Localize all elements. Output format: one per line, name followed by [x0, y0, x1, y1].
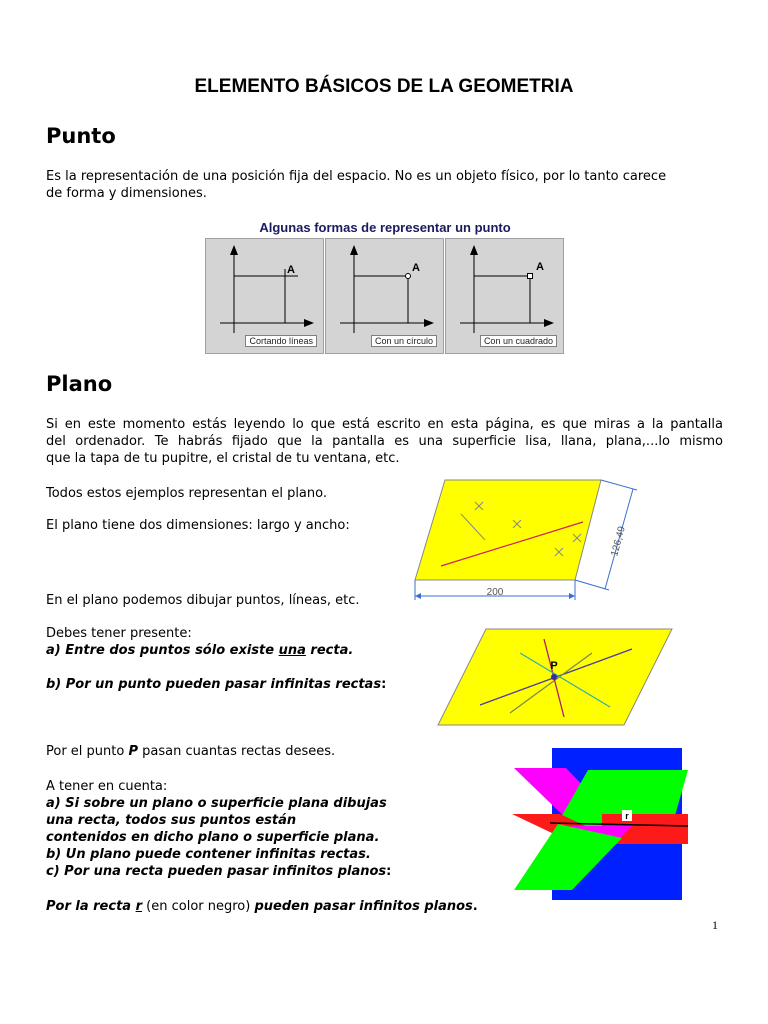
final-statement	[46, 898, 478, 915]
point-label: A	[536, 261, 544, 273]
through-post: pasan cuantas rectas desees.	[138, 744, 336, 759]
line-r-label: r	[625, 811, 629, 821]
rule-b	[46, 676, 386, 693]
panel-con-un-circulo	[325, 238, 444, 354]
heading-punto: Punto	[46, 124, 116, 148]
final-post: pueden pasar infinitos planos	[254, 899, 473, 914]
final-mid: (en color negro)	[142, 899, 255, 914]
height-dimension: 126,49	[609, 525, 628, 558]
punto-text-line-2: de forma y dimensiones.	[46, 186, 207, 201]
panel-label: Con un círculo	[371, 335, 437, 347]
rule-a-pre: a) Entre dos puntos sólo existe	[46, 643, 279, 658]
planes-through-line-figure	[512, 748, 692, 900]
through-point-text	[46, 743, 335, 760]
final-dot: .	[472, 899, 478, 914]
panel-label: Cortando líneas	[245, 335, 317, 347]
page-number: 1	[712, 918, 718, 932]
plano-remember: Debes tener presente:	[46, 626, 192, 641]
final-r: r	[135, 899, 143, 914]
punto-text-line-1: Es la representación de una posición fija del espacio. No es un objeto físico, por lo tanto carece	[46, 169, 667, 184]
consider-line-4: b) Un plano puede contener infinitas rectas.	[46, 847, 371, 862]
rule-b-colon: :	[381, 677, 387, 692]
consider-heading: A tener en cuenta:	[46, 779, 168, 794]
page-title: ELEMENTO BÁSICOS DE LA GEOMETRIA	[194, 76, 574, 97]
plano-para-line-2: del ordenador. Te habrás fijado que la pantalla es una superficie lisa, llana, plana,...lo mismo	[46, 434, 723, 449]
consider-line-3: contenidos en dicho plano o superficie plana.	[46, 830, 380, 845]
plano-draw: En el plano podemos dibujar puntos, líneas, etc.	[46, 593, 360, 608]
through-p: P	[128, 744, 138, 759]
lines-through-point-figure	[436, 625, 676, 729]
plano-para-line-3: que la tapa de tu pupitre, el cristal de tu ventana, etc.	[46, 451, 400, 466]
panel-label: Con un cuadrado	[480, 335, 557, 347]
point-label: A	[287, 264, 295, 276]
plane-dimensions-figure	[405, 476, 645, 606]
panel-con-un-cuadrado	[445, 238, 564, 354]
plano-para-line-1: Si en este momento estás leyendo lo que está escrito en esta página, es que miras a la pantalla	[46, 417, 723, 432]
consider-line-1: a) Si sobre un plano o superficie plana dibujas	[46, 796, 387, 811]
plano-dimensions: El plano tiene dos dimensiones: largo y ancho:	[46, 518, 350, 533]
width-dimension: 200	[486, 587, 504, 598]
rule-a-underlined: una	[278, 643, 306, 658]
consider-line-5-text: c) Por una recta pueden pasar infinitos planos	[46, 864, 387, 879]
consider-line-2: una recta, todos sus puntos están	[46, 813, 297, 828]
rule-a	[46, 642, 353, 659]
consider-line-5	[46, 863, 391, 880]
final-pre: Por la recta	[46, 899, 136, 914]
plano-examples: Todos estos ejemplos representan el plano.	[46, 486, 327, 501]
through-pre: Por el punto	[46, 744, 129, 759]
heading-plano: Plano	[46, 372, 113, 396]
consider-line-5-colon: :	[386, 864, 392, 879]
punto-figure-title: Algunas formas de representar un punto	[259, 220, 511, 235]
point-p-label: P	[550, 660, 558, 672]
panel-cortando-lineas	[205, 238, 324, 354]
rule-b-text: b) Por un punto pueden pasar infinitas rectas	[46, 677, 382, 692]
rule-a-post: recta.	[305, 643, 354, 658]
point-label: A	[412, 262, 420, 274]
